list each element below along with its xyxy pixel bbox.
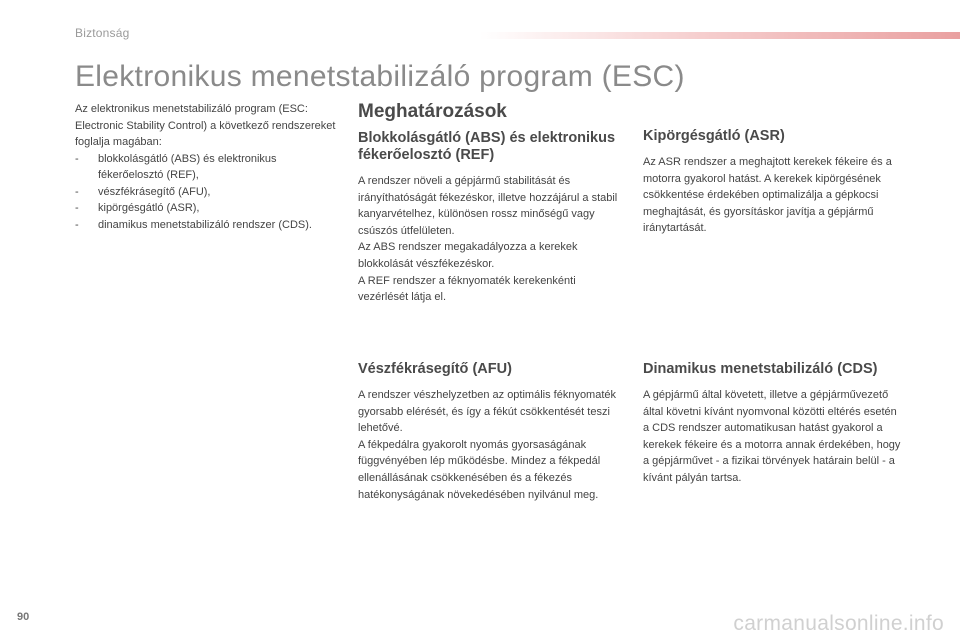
cds-body: A gépjármű által követett, illetve a gépjárművezető által követni kívánt nyomvonal közötti eltérés esetén a CDS rendszer automatikusan hatást gyakorol a kerekek fékeire és a motorra annak érdekében, hogy a gépjárművet - a fizikai törvények határain belül - a kívánt pályán tartsa. [643, 389, 901, 484]
abs-section [358, 130, 620, 306]
list-item: - dinamikus menetstabilizáló rendszer (CDS). [75, 217, 340, 234]
watermark: carmanualsonline.info [733, 612, 944, 635]
abs-body: A rendszer növeli a gépjármű stabilitását és irányíthatóságát fékezéskor, illetve hozzájárul a stabil kanyarvételhez, különösen rossz minőségű vagy csúszós útfelületen. Az ABS rendszer megakadályozza a kerekek blokkolását vészfékezéskor. A REF rendszer a féknyomaték kerekenkénti vezérlését látja el. [358, 175, 618, 304]
section-label: Biztonság [75, 26, 130, 40]
afu-section [358, 361, 620, 503]
cds-section [643, 361, 905, 487]
system-list [75, 151, 340, 234]
intro-block [75, 101, 340, 233]
list-item: - vészfékrásegítő (AFU), [75, 184, 340, 201]
asr-body: Az ASR rendszer a meghajtott kerekek fékeire és a motorra gyakorol hatást. A kerekek kipörgésének csökkentése érdekében optimalizálja a gépkocsi meghajtását, és gyorsításkor javítja a gépjármű iránytartását. [643, 156, 892, 235]
list-item: - kipörgésgátló (ASR), [75, 200, 340, 217]
afu-body: A rendszer vészhelyzetben az optimális féknyomaték gyorsabb elérését, és így a fékút csökkentését teszi lehetővé. A fékpedálra gyakorolt nyomás gyorsaságának függvényében lép működésbe. Mindez a fékpedál ellenállásának csökkenésében és a fékezés hatékonyságának növekedésében nyilvánul meg. [358, 389, 617, 501]
afu-title: Vészfékrásegítő (AFU) [358, 361, 512, 377]
page-number: 90 [17, 611, 30, 623]
page-title: Elektronikus menetstabilizáló program (ESC) [75, 60, 685, 93]
asr-section [643, 128, 905, 237]
definitions-heading: Meghatározások [358, 101, 507, 122]
abs-title: Blokkolásgátló (ABS) és elektronikus fékerőelosztó (REF) [358, 130, 616, 163]
asr-title: Kipörgésgátló (ASR) [643, 128, 785, 144]
header-accent-bar [480, 32, 960, 39]
cds-title: Dinamikus menetstabilizáló (CDS) [643, 361, 878, 377]
list-item: - blokkolásgátló (ABS) és elektronikus fékerőelosztó (REF), [75, 151, 340, 184]
intro-text: Az elektronikus menetstabilizáló program (ESC: Electronic Stability Control) a következő rendszereket foglalja magában: [75, 103, 336, 148]
